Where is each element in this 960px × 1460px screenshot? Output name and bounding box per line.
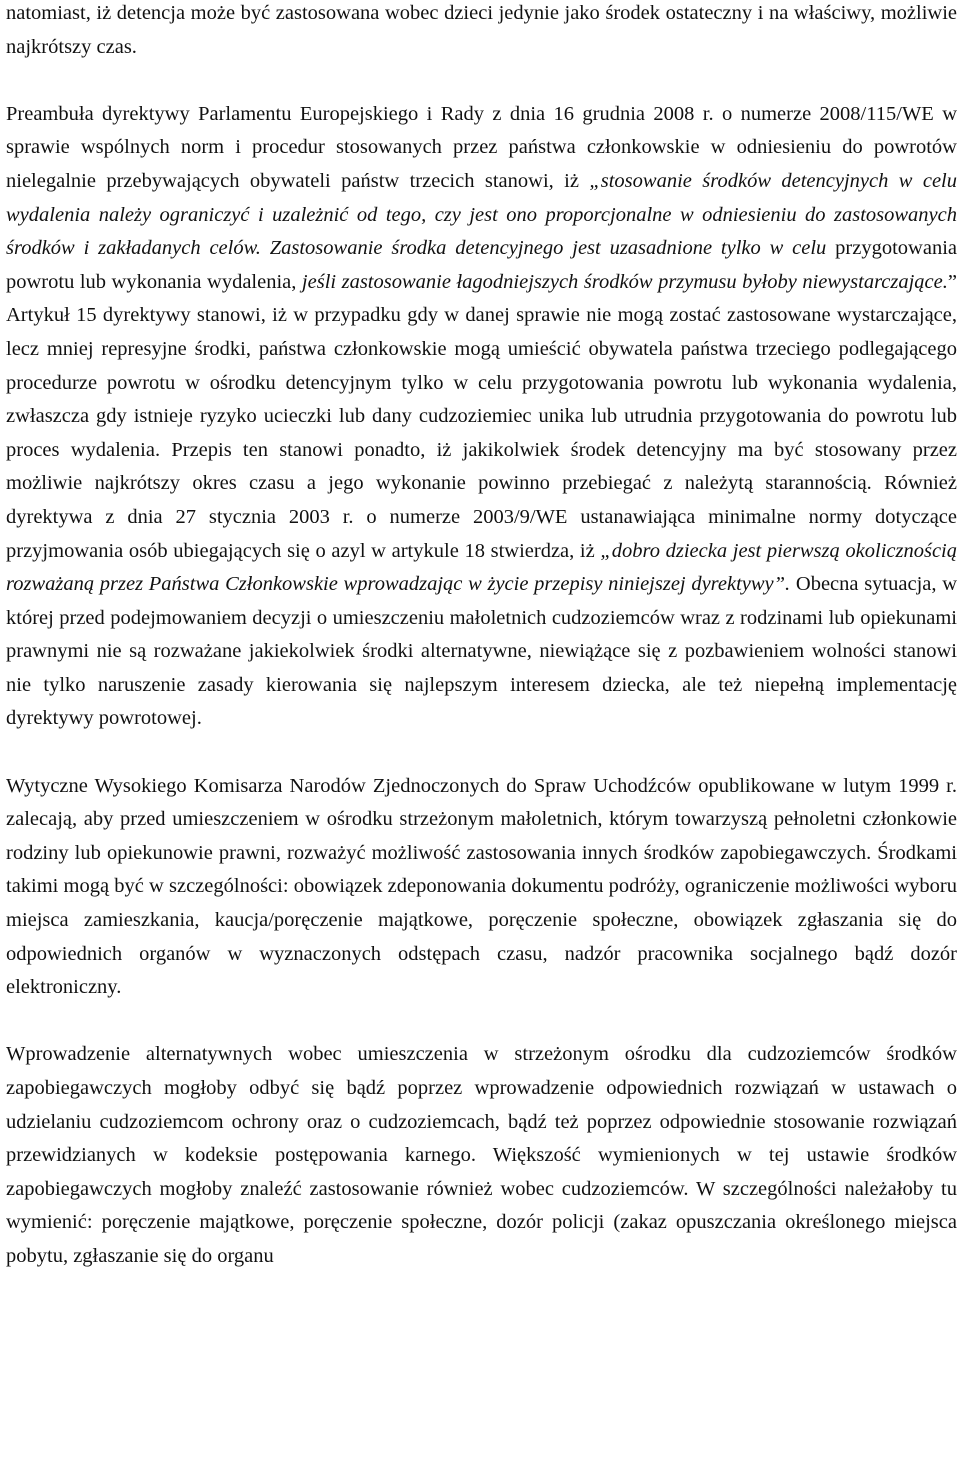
paragraph-alternative-measures: [6, 1038, 957, 1273]
document-body: [6, 0, 957, 1274]
paragraph-spacer: [6, 1005, 957, 1039]
text-run: Obecna sytuacja, w której przed podejmowaniem decyzji o umieszczeniu małoletnich cudzoziemców wraz z rodzinami lub opiekunami prawnymi nie są rozważane jakiekolwiek środki alternatywne, niewiążące się z pozbawieniem wolności stanowi nie tylko naruszenie zasady kierowania się najlepszym interesem dziecka, ale też niepełną implementację dyrektywy powrotowej.: [6, 573, 957, 730]
paragraph-detention-last-resort: [6, 0, 957, 64]
quoted-text-run: „dobro dziecka jest pierwszą okolicznością rozważaną przez Państwa Członkowskie wprowadzając w życie przepisy niniejszej dyrektywy”.: [6, 539, 957, 596]
paragraph-unhcr-guidelines: [6, 770, 957, 1005]
paragraph-spacer: [6, 64, 957, 98]
text-run: Preambuła dyrektywy Parlamentu Europejskiego i Rady z dnia 16 grudnia 2008 r. o numerze 2008/115/WE w sprawie wspólnych norm i procedur stosowanych przez państwa członkowskie w odniesieniu do powrotów nielegalnie przebywających obywateli państw trzecich stanowi, iż: [6, 102, 957, 192]
text-run: Wytyczne Wysokiego Komisarza Narodów Zjednoczonych do Spraw Uchodźców opublikowane w lutym 1999 r. zalecają, aby przed umieszczeniem w ośrodku strzeżonym małoletnich, którym towarzyszą pełnoletni członkowie rodziny lub opiekunowie prawni, rozważyć możliwość zastosowania innych środków zapobiegawczych. Środkami takimi mogą być w szczególności: obowiązek zdeponowania dokumentu podróży, ograniczenie możliwości wyboru miejsca zamieszkania, kaucja/poręczenie majątkowe, poręczenie społeczne, obowiązek zgłaszania się do odpowiednich organów w wyznaczonych odstępach czasu, nadzór pracownika socjalnego bądź dozór elektroniczny.: [6, 774, 957, 999]
paragraph-spacer: [6, 736, 957, 770]
text-run: natomiast, iż detencja może być zastosowana wobec dzieci jedynie jako środek ostateczny i na właściwy, możliwie najkrótszy czas.: [6, 2, 957, 58]
text-run: ” Artykuł 15 dyrektywy stanowi, iż w przypadku gdy w danej sprawie nie mogą zostać zastosowane wystarczające, lecz mniej represyjne środki, państwa członkowskie mogą umieścić obywatela państwa trzeciego podlegającego procedurze powrotu w ośrodku detencyjnym tylko w celu przygotowania powrotu lub wykonania wydalenia, zwłaszcza gdy istnieje ryzyko ucieczki lub dany cudzoziemiec unika lub utrudnia przygotowania do powrotu lub proces wydalenia. Przepis ten stanowi ponadto, iż jakikolwiek środek detencyjny ma być stosowany przez możliwie najkrótszy okres czasu a jego wykonanie powinno przebiegać z należytą starannością. Również dyrektywa z dnia 27 stycznia 2003 r. o numerze 2003/9/WE ustanawiająca minimalne normy dotyczące przyjmowania osób ubiegających się o azyl w artykule 18 stwierdza, iż: [6, 270, 957, 562]
quoted-text-run: jeśli zastosowanie łagodniejszych środków przymusu byłoby niewystarczające.: [301, 270, 948, 293]
paragraph-return-directive: [6, 98, 957, 736]
text-run: Wprowadzenie alternatywnych wobec umieszczenia w strzeżonym ośrodku dla cudzoziemców środków zapobiegawczych mogłoby odbyć się bądź poprzez wprowadzenie odpowiednich rozwiązań w ustawach o udzielaniu cudzoziemcom ochrony oraz o cudzoziemcach, bądź też poprzez odpowiednie stosowanie rozwiązań przewidzianych w kodeksie postępowania karnego. Większość wymienionych w tej ustawie środków zapobiegawczych mogłoby znaleźć zastosowanie również wobec cudzoziemców. W szczególności należałoby tu wymienić: poręczenie majątkowe, poręczenie społeczne, dozór policji (zakaz opuszczania określonego miejsca pobytu, zgłaszanie się do organu: [6, 1043, 957, 1267]
text-run: przygotowania powrotu lub wykonania wydalenia,: [6, 237, 957, 293]
quoted-text-run: „stosowanie środków detencyjnych w celu wydalenia należy ograniczyć i uzależnić od tego, czy jest ono proporcjonalne w odniesieniu do zastosowanych środków i zakładanych celów. Zastosowanie środka detencyjnego jest uzasadnione tylko w celu: [6, 169, 957, 260]
